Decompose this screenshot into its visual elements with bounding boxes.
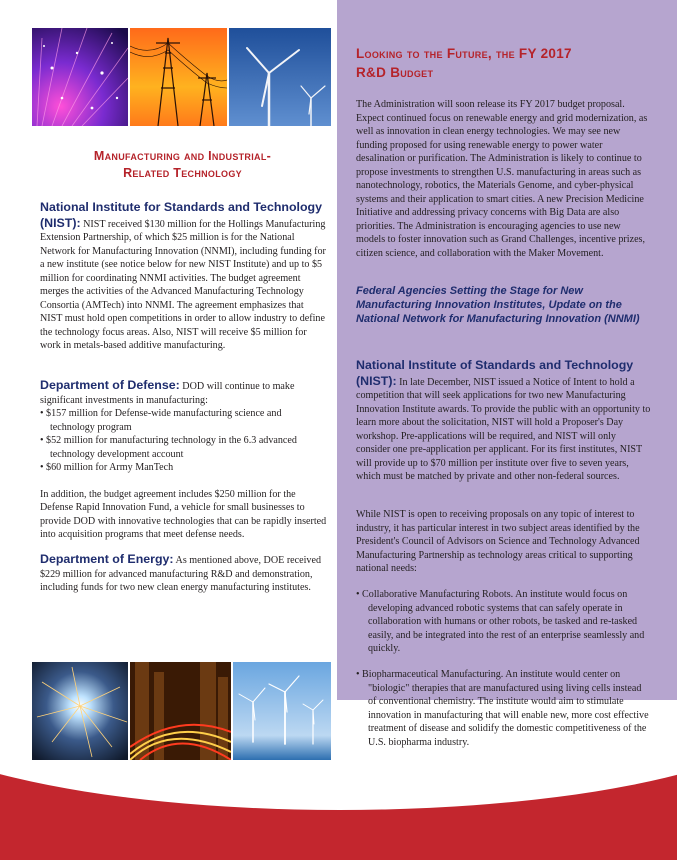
dod-bullet: • $157 million for Defense-wide manufacturing science and technology program: [40, 408, 282, 433]
nnmi-subheading-block: [356, 284, 652, 326]
right-heading-line2: R&D Budget: [356, 65, 434, 80]
nist-competition-section: [356, 358, 652, 484]
wind-turbines-image: [229, 28, 331, 126]
left-section-heading: [40, 148, 325, 182]
bullet-biopharmaceutical: • Biopharmaceutical Manufacturing. An institute would center on "biologic" therapies that are manufactured using living cells instead of conventional chemistry. The institute would aim to stimulate innovation in manufacturing that will enable new, more cost effective treatment of disease and solidify the domestic competitiveness of the U.S. biopharma industry.: [356, 669, 649, 748]
dod-bullet: • $52 million for manufacturing technology in the 6.3 advanced technology development account: [40, 435, 297, 460]
dod-body: DOD will continue to make significant investments in manufacturing:: [40, 381, 295, 406]
topic-bullet-biopharma: [356, 668, 652, 749]
nist-competition-heading: National Institute of Standards and Technology (NIST):: [356, 358, 634, 388]
dod-section: [40, 378, 328, 542]
dod-heading: Department of Defense:: [40, 378, 180, 392]
bullet-collaborative-robots: • Collaborative Manufacturing Robots. An institute would focus on developing advanced robotic systems that can safely operate in collaboration with humans or other robots, be tasked and re-tasked easily, and be integrated into the rest of an enterprise seamlessly and quickly.: [356, 589, 645, 654]
fiber-optics-image: [32, 28, 128, 126]
nist-topics: While NIST is open to receiving proposals on any topic of interest to industry, it has particular interest in two subject areas identified by the President's Council of Advisors on Science and Technology Advanced Manufacturing Partnership as technology areas critical to supporting national needs:: [356, 509, 640, 574]
nist-heading: National Institute for Standards and Technology (NIST):: [40, 200, 323, 230]
dod-bullet: • $60 million for Army ManTech: [40, 462, 174, 473]
fy2017-intro: The Administration will soon release its FY 2017 budget proposal. Expect continued focus on renewable energy and grid modernization, as well as innovation in clean energy technologies. We may see new funding proposed for using renewable energy to power water desalination or purification. The Administration is likely to continue to propose investments to strengthen U.S. manufacturing in areas such as nanotechnology, robotics, the Materials Genome, and cyber-physical systems and their application to smart cities. A new Precision Medicine Initiative and addressing privacy concerns with Big Data are also priorities. The Administration is encouraging agencies to use new models to foster innovation such as Grand Challenges, incentive prizes, citizen science, and collaboration with the Maker Movement.: [356, 99, 648, 259]
doe-section: [40, 552, 328, 595]
left-heading-line1: Manufacturing and Industrial-: [93, 149, 272, 163]
topic-bullet-robots: [356, 588, 652, 656]
right-section-heading: [356, 44, 656, 82]
welding-sparks-image: [32, 662, 128, 760]
right-heading-line1: Looking to the Future, the FY 2017: [356, 46, 572, 61]
nist-body: NIST received $130 million for the Hollings Manufacturing Extension Partnership, of which $25 million is for the National Network for Manufacturing Innovation (NNMI), including funding for a new institute (see notice below for new NIST Institute) and up to $5 million for coordinating NNMI activities. The budget agreement merges the activities of the Advanced Manufacturing Technology Consortia (AMTech) into NNMI. The agreement emphasizes that NIST must hold open competitions in order to allow industry to define the technology focus areas. Also, NIST will receive $5 million for work in metals-based additive manufacturing.: [40, 218, 326, 351]
nist-funding-section: [40, 200, 328, 353]
offshore-wind-image: [233, 662, 331, 760]
dod-extra-paragraph: In addition, the budget agreement includes $250 million for the Defense Rapid Innovation Fund, a vehicle for small businesses to provide DOD with innovative technologies that can be rapidly inserted into acquisition programs that meet defense needs.: [40, 488, 327, 540]
left-heading-line2: Related Technology: [123, 166, 242, 180]
nnmi-subheading: Federal Agencies Setting the Stage for New Manufacturing Innovation Institutes, Update on the National Network for Manufacturing Innovation (NNMI): [356, 285, 640, 325]
fy2017-intro-paragraph: [356, 98, 652, 260]
doe-body: As mentioned above, DOE received $229 million for advanced manufacturing R&D and demonstration, including funds for two new clean energy manufacturing institutes.: [40, 555, 321, 593]
nist-competition-body: In late December, NIST issued a Notice of Intent to hold a competition that will seek applications for two new Manufacturing Innovation Institute awards. To provide the public with an opportunity to learn more about the solicitation, NIST will hold a Proposer's Day workshop. Pre-applications will be required, and NIST will only consider one pre-application per applicant. For its first institutes, NIST will provide up to $70 million per institute over five to seven years, which must be matched by private and other non-federal sources.: [356, 376, 651, 482]
city-light-trails-image: [130, 662, 231, 760]
power-lines-sunset-image: [130, 28, 227, 126]
nist-topics-paragraph: [356, 508, 652, 576]
doe-heading: Department of Energy:: [40, 552, 174, 566]
